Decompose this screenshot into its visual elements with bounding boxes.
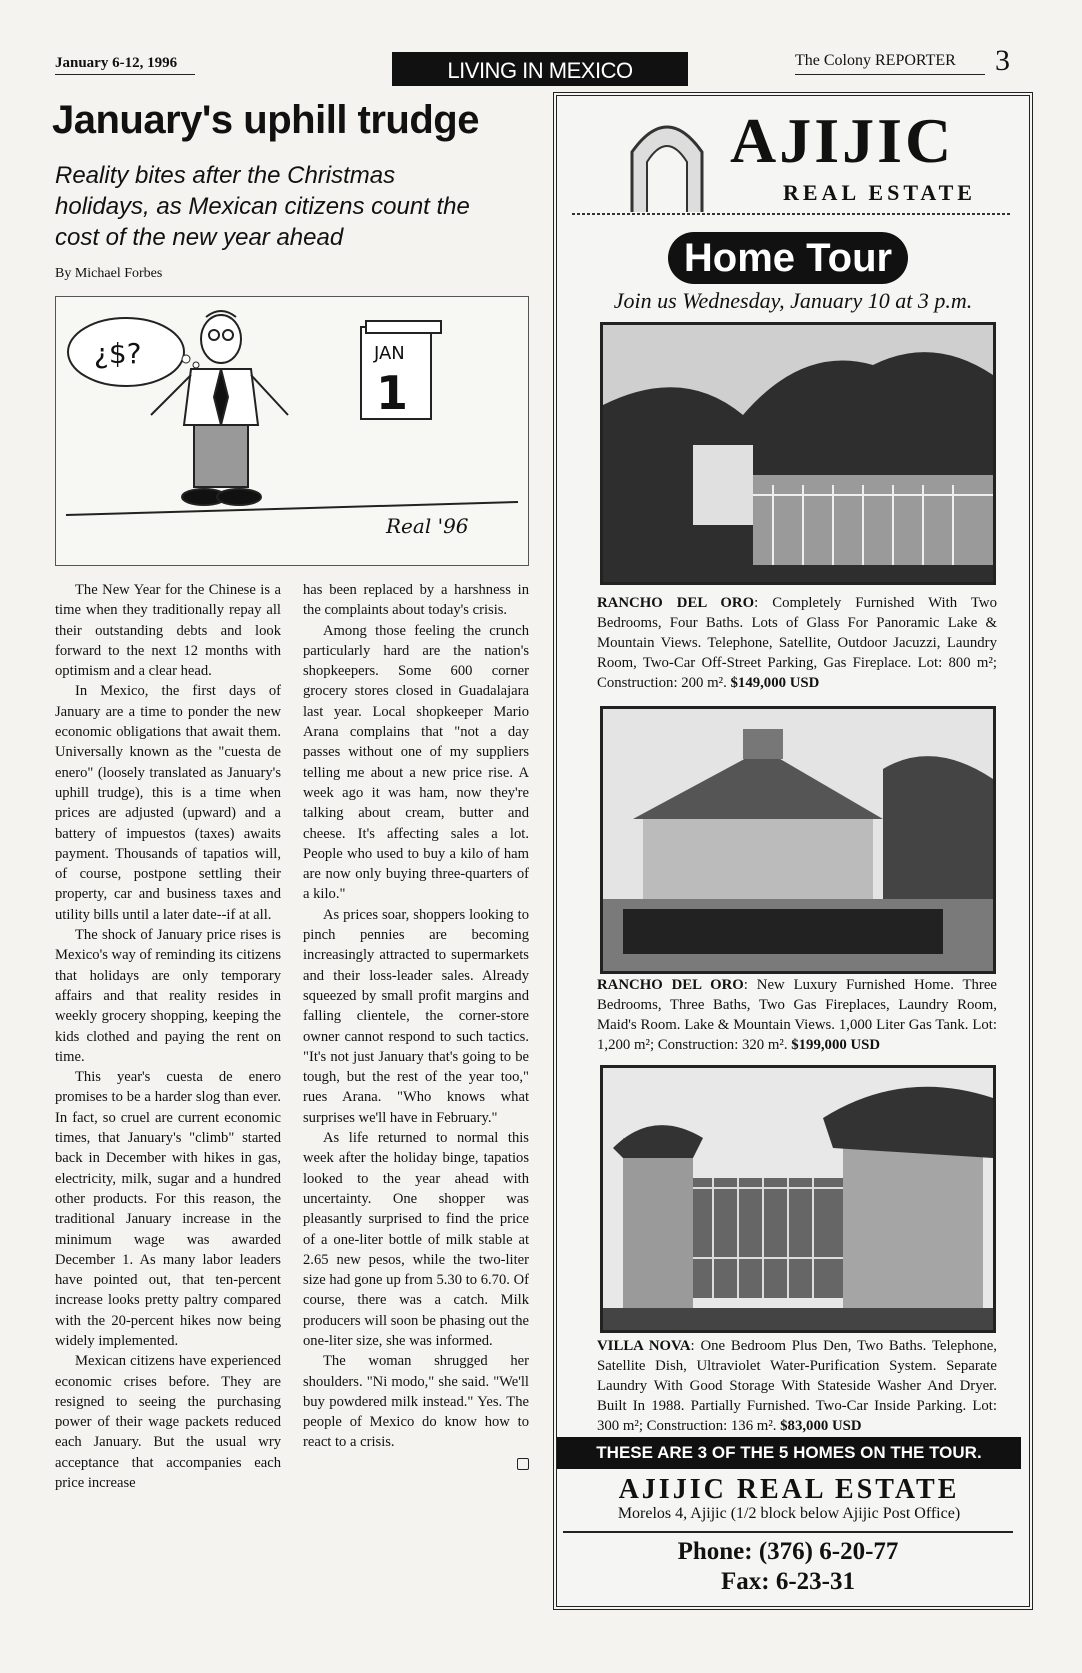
paragraph: As life returned to normal this week after the holiday binge, tapatios looked to the year ahead with uncertainty. One shopper was pleasantly surprised to find the price of a one-liter bottle of milk stable at 2.65 new pesos, while the two-liter size had gone up from 5.30 to 6.70. Of course, there was a catch. Milk producers will soon be phasing out the one-liter size, she was informed. bbox=[303, 1130, 529, 1349]
article-column-2 bbox=[303, 580, 529, 1470]
paragraph: The woman shrugged her shoulders. "Ni modo," she said. "We'll buy powdered milk instead." Yes. The people of Mexico do know how to react to a crisis. bbox=[303, 1353, 529, 1451]
paragraph: Among those feeling the crunch particularly hard are the nation's shopkeepers. Some 600 corner grocery stores closed in Guadalajara last year. Local shopkeeper Mario Arana complains that "not a day passes without one of my suppliers telling me about a new price rise. A week ago it was ham, now they're talking about cream, butter and cheese. It's affecting sales a lot. People who used to buy a kilo of ham are now only buying three-quarters of a kilo." bbox=[303, 622, 529, 903]
brand-footer: AJIJIC REAL ESTATE bbox=[618, 1474, 960, 1505]
fax-number: Fax: 6-23-31 bbox=[721, 1568, 855, 1595]
listing-price: $149,000 USD bbox=[730, 675, 820, 691]
article-column-1 bbox=[55, 580, 281, 1493]
home-tour-badge: Home Tour bbox=[668, 232, 908, 284]
issue-date: January 6-12, 1996 bbox=[55, 55, 195, 75]
subheadline: Reality bites after the Christmas holidays, as Mexican citizens count the cost of the new year ahead bbox=[55, 162, 470, 251]
tour-banner: THESE ARE 3 OF THE 5 HOMES ON THE TOUR. bbox=[557, 1437, 1021, 1469]
bubble-text: ¿$? bbox=[94, 337, 142, 370]
section-banner: LIVING IN MEXICO bbox=[392, 52, 688, 86]
property-photo-3 bbox=[600, 1065, 996, 1333]
calendar-icon bbox=[361, 321, 441, 420]
listing-2 bbox=[597, 975, 997, 1055]
phone-number: Phone: (376) 6-20-77 bbox=[677, 1538, 899, 1565]
paragraph: As prices soar, shoppers looking to pinch pennies are becoming increasingly attracted to supermarkets and their loss-leader sales. Already squeezed by small profit margins and falling clientele, the corner-store owner cannot respond to such tactics. "It's not just January that's going to be tough, but the rest of the year too," rues Arana. "Who knows what surprises we'll have in February." bbox=[303, 906, 529, 1126]
publication-name: The Colony REPORTER bbox=[795, 52, 985, 75]
page-number: 3 bbox=[995, 44, 1010, 77]
listing-price: $199,000 USD bbox=[791, 1037, 881, 1053]
calendar-month: JAN bbox=[374, 343, 405, 364]
paragraph: The shock of January price rises is Mexico's way of reminding its citizens that holidays are only temporary affairs and that reality resides in weekly grocery shopping, keeping the kids clothed and paying the rent on time. bbox=[55, 927, 281, 1065]
cartoon-illustration bbox=[55, 296, 529, 566]
paragraph: The New Year for the Chinese is a time when they traditionally repay all their outstanding debts and look forward to the next 12 months with optimism and a clear head. bbox=[55, 582, 281, 680]
cartoon-signature: Real '96 bbox=[386, 514, 469, 538]
calendar-day: 1 bbox=[376, 366, 409, 420]
headline: January's uphill trudge bbox=[52, 98, 479, 142]
paragraph: Mexican citizens have experienced economic crises before. They are resigned to seeing the purchasing power of their wage packets reduced each January. But the usual wry acceptance that accompanies each price increase bbox=[55, 1353, 281, 1492]
office-address: Morelos 4, Ajijic (1/2 block below Ajijic Post Office) bbox=[617, 1505, 961, 1522]
tour-date: Join us Wednesday, January 10 at 3 p.m. bbox=[613, 288, 973, 313]
listing-name: RANCHO DEL ORO bbox=[597, 595, 755, 611]
listing-description: : One Bedroom Plus Den, Two Baths. Telephone, Satellite Dish, Ultraviolet Water-Purification System. Separate Laundry With Good Storage With Stateside Washer And Dryer. Built In 1988. Partially Furnished. Two-Car Inside Parking. Lot: 300 m²; Construction: 136 m². bbox=[597, 1338, 997, 1434]
property-photo-1 bbox=[600, 322, 996, 585]
brand-logo-subtitle: REAL ESTATE bbox=[783, 180, 976, 205]
paragraph: In Mexico, the first days of January are a time to ponder the new economic obligations that await them. Universally known as the "cuesta de enero" (loosely translated as January's uphill trudge), this is a time when prices are adjusted (upward) and a battery of impuestos (taxes) awaits payment. Thousands of tapatios will, of course, postpone settling their property, car and business taxes and utility bills until a later date--if at all. bbox=[55, 683, 281, 923]
byline: By Michael Forbes bbox=[55, 266, 163, 281]
paragraph: has been replaced by a harshness in the complaints about today's crisis. bbox=[303, 582, 529, 619]
listing-name: VILLA NOVA bbox=[597, 1338, 691, 1354]
listing-description: : Completely Furnished With Two Bedrooms, Four Baths. Lots of Glass For Panoramic Lake & Mountain Views. Telephone, Satellite, Outdoor Jacuzzi, Laundry Room, Two-Car Off-Street Parking, Gas Fireplace. Lot: 800 m²; Construction: 200 m². bbox=[597, 595, 997, 691]
property-photo-2 bbox=[600, 706, 996, 974]
listing-3 bbox=[597, 1336, 997, 1436]
end-of-article-icon bbox=[517, 1458, 529, 1470]
paragraph: This year's cuesta de enero promises to be a harder slog than ever. In fact, so cruel are current economic times, that January's "climb" started back in December with hikes in gas, electricity, milk, sugar and a hundred other products. For this reason, the traditional January increase in the minimum wage was awarded December 1. As many labor leaders have pointed out, that ten-percent increase looks pretty paltry compared with the 20-percent hikes now being widely implemented. bbox=[55, 1069, 281, 1349]
listing-price: $83,000 USD bbox=[780, 1418, 862, 1434]
listing-name: RANCHO DEL ORO bbox=[597, 977, 744, 993]
thought-bubble bbox=[68, 318, 199, 386]
brand-logo-text: AJIJIC bbox=[730, 105, 955, 176]
listing-description: : New Luxury Furnished Home. Three Bedrooms, Three Baths, Two Gas Fireplaces, Laundry Room, Maid's Room. Lake & Mountain Views. 1,000 Liter Gas Tank. Lot: 1,200 m²; Construction: 320 m². bbox=[597, 977, 997, 1053]
listing-1 bbox=[597, 593, 997, 693]
